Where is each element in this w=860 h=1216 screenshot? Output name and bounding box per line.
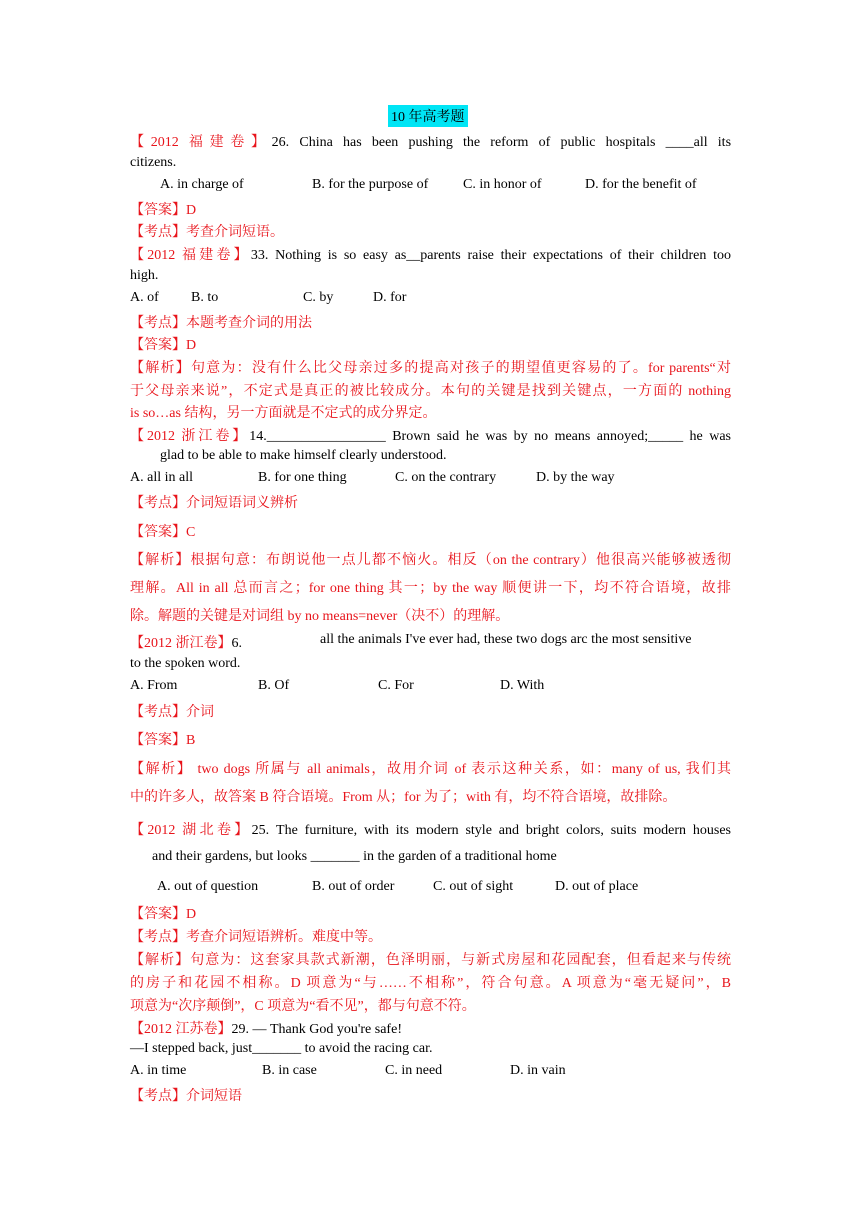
question-1 [130, 131, 731, 151]
option-d: D. out of place [555, 879, 639, 894]
document-title: 10 年高考题 [388, 105, 468, 127]
option-b: B. for the purpose of [312, 177, 429, 192]
question-stem-continued: to the spoken word. [130, 656, 241, 671]
explanation-line: 【解析】 two dogs 所属与 all animals，故用介词 of 表示这种关系，如：many of us, 我们其 [130, 762, 731, 777]
option-d: D. for the benefit of [585, 177, 697, 192]
explanation-line: 项意为“次序颠倒”，C 项意为“看不见”，都与句意不符。 [130, 999, 476, 1014]
question-source-tag: 【2012 浙江卷】 [130, 429, 250, 444]
option-d: D. in vain [510, 1063, 566, 1078]
option-a: A. of [130, 290, 159, 305]
explanation-line: 的房子和花园不相称。D 项意为“与……不相称”，符合句意。A 项意为“毫无疑问”，B [130, 976, 731, 991]
key-point-line: 【考点】考查介词短语。 [130, 225, 284, 240]
question-5 [130, 819, 731, 839]
option-b: B. in case [262, 1063, 317, 1078]
question-6 [130, 1018, 402, 1038]
question-source-tag: 【2012 福建卷】 [130, 248, 251, 263]
key-point-line: 【考点】介词 [130, 705, 214, 720]
option-d: D. With [500, 678, 545, 693]
option-a: A. out of question [157, 879, 259, 894]
question-stem: 29. — Thank God you're safe! [231, 1022, 402, 1037]
question-stem-continued: citizens. [130, 155, 177, 170]
option-c: C. For [378, 678, 414, 693]
explanation-line: 于父母亲来说”，不定式是真正的被比较成分。本句的关键是找到关键点，一方面的 nothing [130, 384, 731, 399]
key-point-line: 【考点】本题考查介词的用法 [130, 316, 312, 331]
option-c: C. in need [385, 1063, 443, 1078]
question-stem: 25. The furniture, with its modern style and bright colors, suits modern houses [251, 823, 731, 838]
option-b: B. Of [258, 678, 290, 693]
option-a: A. in time [130, 1063, 187, 1078]
question-3 [130, 425, 731, 445]
key-point-line: 【考点】考查介词短语辨析。难度中等。 [130, 930, 382, 945]
explanation-line: 除。解题的关键是对词组 by no means=never（决不）的理解。 [130, 609, 510, 624]
option-c: C. in honor of [463, 177, 542, 192]
answer-line: 【答案】C [130, 525, 196, 540]
explanation-line: 中的许多人，故答案 B 符合语境。From 从；for 为了；with 有，均不符合语境，故排除。 [130, 790, 677, 805]
key-point-line: 【考点】介词短语 [130, 1089, 242, 1104]
question-stem: 26. China has been pushing the reform of public hospitals ____all its [271, 135, 732, 150]
question-source-tag: 【2012 湖北卷】 [130, 823, 252, 838]
option-b: B. out of order [312, 879, 395, 894]
answer-line: 【答案】D [130, 907, 197, 922]
question-2 [130, 244, 731, 264]
question-4 [130, 632, 242, 652]
question-stem-continued: glad to be able to make himself clearly understood. [160, 448, 447, 463]
key-point-line: 【考点】介词短语词义辨析 [130, 496, 298, 511]
option-d: D. for [373, 290, 407, 305]
answer-line: 【答案】B [130, 733, 196, 748]
question-source-tag: 【2012 浙江卷】 [130, 636, 232, 651]
option-d: D. by the way [536, 470, 615, 485]
question-stem-continued: —I stepped back, just_______ to avoid the racing car. [130, 1041, 433, 1056]
explanation-line: 理解。All in all 总而言之；for one thing 其一；by the way 顺便讲一下，均不符合语境，故排 [130, 581, 731, 596]
explanation-line: 【解析】句意为：没有什么比父母亲过多的提高对孩子的期望值更容易的了。for parents“对 [130, 361, 731, 376]
answer-line: 【答案】D [130, 338, 197, 353]
explanation-line: 【解析】根据句意：布朗说他一点儿都不恼火。相反（on the contrary）他很高兴能够被透彻 [130, 553, 731, 568]
option-c: C. on the contrary [395, 470, 497, 485]
option-b: B. for one thing [258, 470, 347, 485]
option-c: C. out of sight [433, 879, 514, 894]
option-a: A. From [130, 678, 178, 693]
question-number: 6. [231, 636, 242, 651]
question-stem-continued: and their gardens, but looks _______ in the garden of a traditional home [152, 849, 557, 864]
question-stem-continued: high. [130, 268, 159, 283]
explanation-line: 【解析】句意为：这套家具款式新潮，色泽明丽，与新式房屋和花园配套，但看起来与传统 [130, 953, 731, 968]
question-stem: 14._________________ Brown said he was by no means annoyed;_____ he was [249, 429, 732, 444]
question-source-tag: 【2012 江苏卷】 [130, 1022, 232, 1037]
question-stem: 33. Nothing is so easy as__parents raise their expectations of their children too [250, 248, 731, 263]
option-a: A. in charge of [160, 177, 244, 192]
explanation-line: is so…as 结构，另一方面就是不定式的成分界定。 [130, 406, 437, 421]
option-a: A. all in all [130, 470, 193, 485]
option-b: B. to [191, 290, 219, 305]
question-stem: all the animals I've ever had, these two dogs arc the most sensitive [320, 632, 692, 647]
question-source-tag: 【2012 福建卷】 [130, 135, 272, 150]
option-c: C. by [303, 290, 334, 305]
answer-line: 【答案】D [130, 203, 197, 218]
